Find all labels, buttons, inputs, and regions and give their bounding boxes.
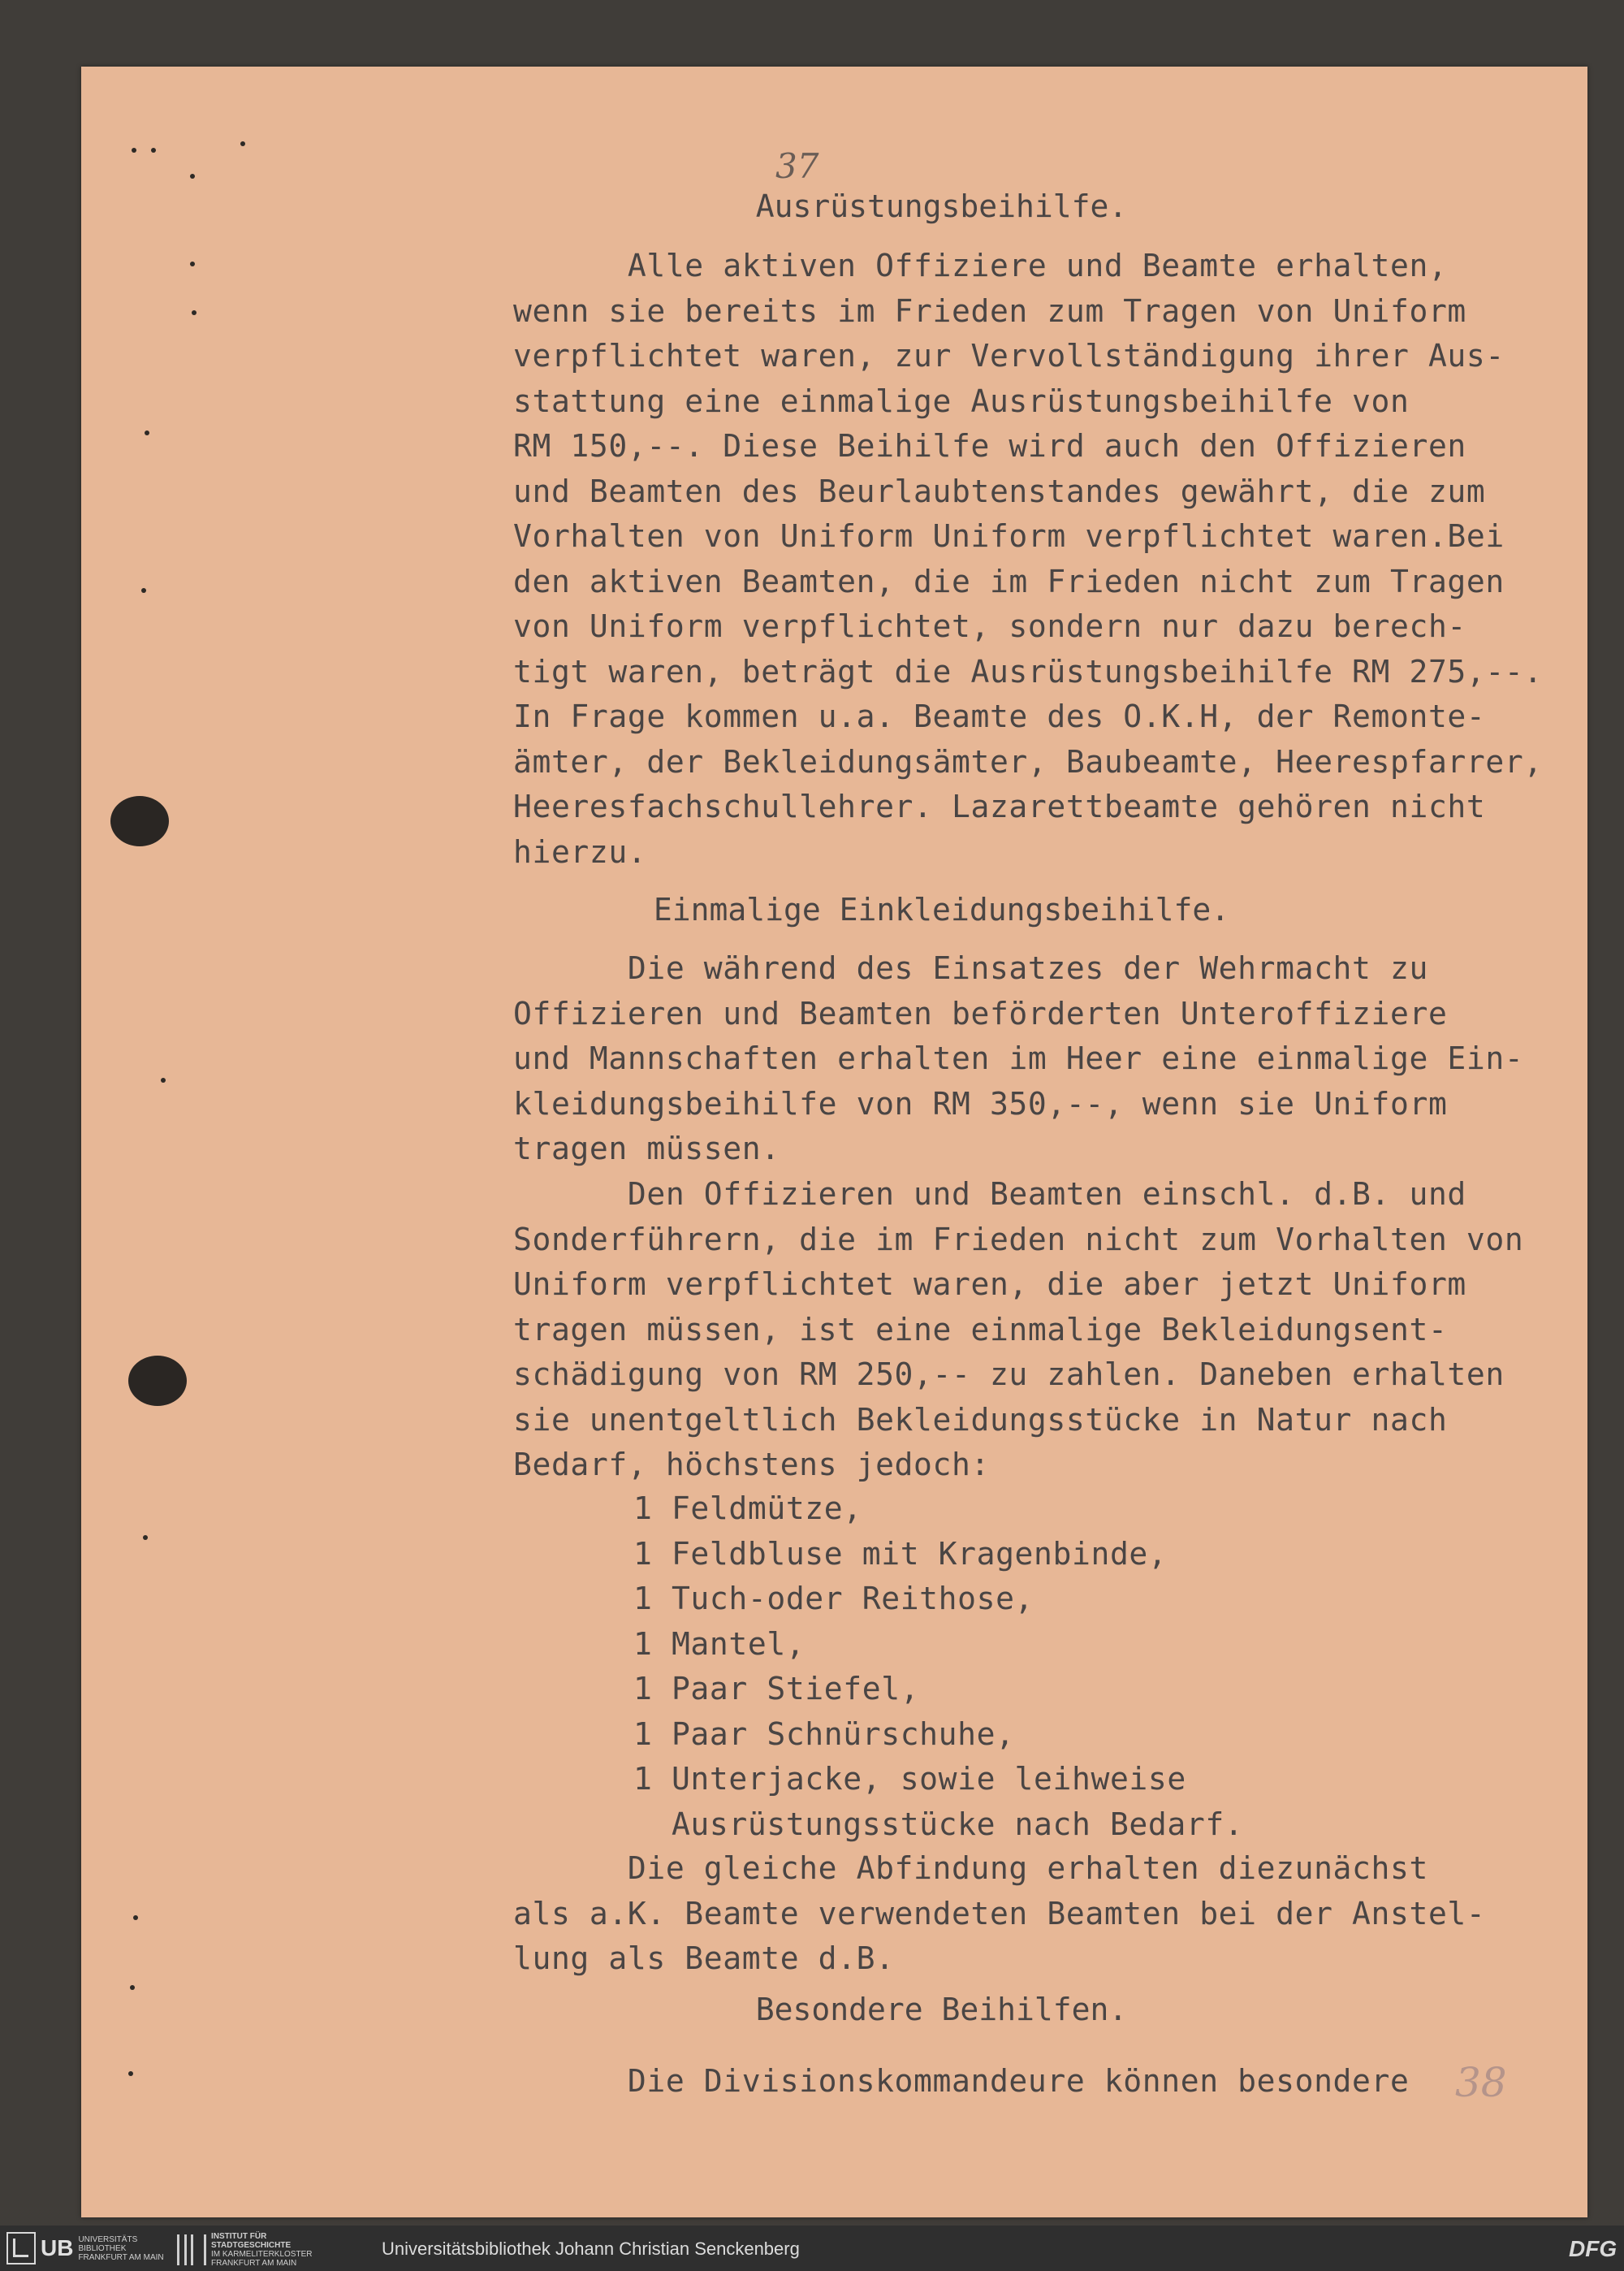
text-line: hierzu. [513, 833, 647, 870]
text-line: den aktiven Beamten, die im Frieden nicht zum Tragen [513, 563, 1505, 599]
speck [240, 141, 245, 146]
speck [132, 148, 136, 153]
ub-logo [6, 2232, 164, 2265]
ub-logo-icon [6, 2232, 36, 2265]
institute-logo-text: INSTITUT FÜR STADTGESCHICHTE IM KARMELITERKLOSTER FRANKFURT AM MAIN [211, 2232, 313, 2268]
list-item: 1 Paar Schnürschuhe, [633, 1715, 1015, 1752]
speck [141, 588, 146, 593]
text-line: und Mannschaften erhalten im Heer eine einmalige Ein- [513, 1040, 1524, 1076]
ub-logo-text: UB [41, 2235, 74, 2260]
text-line: RM 150,--. Diese Beihilfe wird auch den Offizieren [513, 428, 1466, 464]
institute-logo [177, 2232, 312, 2268]
list-item: 1 Unterjacke, sowie leihweise [633, 1761, 1186, 1797]
text-line: In Frage kommen u.a. Beamte des O.K.H, der Remonte- [513, 699, 1486, 734]
section-heading: Einmalige Einkleidungsbeihilfe. [653, 892, 1230, 928]
speck [192, 310, 197, 315]
list-item: 1 Mantel, [633, 1625, 806, 1662]
text-line: Bedarf, höchstens jedoch: [513, 1447, 990, 1482]
section-heading: Ausrüstungsbeihilfe. [755, 188, 1128, 224]
footer-bar [0, 2226, 1624, 2271]
institute-logo-icon [177, 2234, 206, 2265]
text-line: sie unentgeltlich Bekleidungsstücke in Natur nach [513, 1401, 1448, 1438]
text-line: tigt waren, beträgt die Ausrüstungsbeihilfe RM 275,--. [513, 653, 1543, 690]
folio-number: 37 [775, 146, 819, 186]
text-line: ämter, der Bekleidungsämter, Baubeamte, Heerespfarrer, [513, 743, 1543, 780]
speck [133, 1915, 138, 1920]
list-item: Ausrüstungsstücke nach Bedarf. [633, 1806, 1244, 1842]
text-line: schädigung von RM 250,-- zu zahlen. Daneben erhalten [513, 1356, 1505, 1392]
list-item: 1 Tuch-oder Reithose, [633, 1581, 1034, 1616]
text-line: wenn sie bereits im Frieden zum Tragen von Uniform [513, 292, 1466, 329]
list-item: 1 Feldbluse mit Kragenbinde, [633, 1535, 1168, 1572]
speck [143, 1535, 148, 1540]
text-line: Heeresfachschullehrer. Lazarettbeamte gehören nicht [513, 789, 1486, 824]
text-line: Offizieren und Beamten beförderten Unteroffiziere [513, 995, 1448, 1032]
list-item: 1 Paar Stiefel, [633, 1671, 920, 1706]
text-line: Den Offizieren und Beamten einschl. d.B. und [513, 1176, 1466, 1212]
text-line: stattung eine einmalige Ausrüstungsbeihilfe von [513, 383, 1410, 419]
section-heading: Besondere Beihilfen. [755, 1992, 1128, 2027]
dfg-logo: DFG [1569, 2236, 1618, 2261]
text-line: Sonderführern, die im Frieden nicht zum Vorhalten von [513, 1221, 1524, 1257]
punch-hole-bottom [128, 1356, 187, 1406]
text-line: Vorhalten von Uniform Uniform verpflichtet waren.Bei [513, 518, 1505, 554]
speck [151, 148, 156, 153]
text-line: Die Divisionskommandeure können besondere [513, 2063, 1410, 2099]
speck [145, 430, 149, 435]
text-line: kleidungsbeihilfe von RM 350,--, wenn sie Uniform [513, 1085, 1448, 1122]
speck [190, 262, 195, 266]
text-line: verpflichtet waren, zur Vervollständigung ihrer Aus- [513, 338, 1505, 374]
text-line: Die während des Einsatzes der Wehrmacht zu [513, 950, 1428, 986]
list-item: 1 Feldmütze, [633, 1490, 862, 1526]
text-line: tragen müssen, ist eine einmalige Bekleidungsent- [513, 1311, 1448, 1347]
punch-hole-top [110, 796, 169, 846]
library-credit: Universitätsbibliothek Johann Christian Senckenberg [382, 2239, 800, 2259]
text-line: Alle aktiven Offiziere und Beamte erhalten, [513, 248, 1448, 283]
text-line: von Uniform verpflichtet, sondern nur dazu berech- [513, 608, 1466, 644]
speck [130, 1985, 135, 1990]
text-line: und Beamten des Beurlaubtenstandes gewährt, die zum [513, 473, 1486, 509]
text-line: Die gleiche Abfindung erhalten diezunächst [513, 1850, 1428, 1886]
speck [128, 2071, 133, 2076]
page-number: 38 [1455, 2059, 1507, 2106]
text-line: lung als Beamte d.B. [513, 1940, 895, 1976]
text-line: Uniform verpflichtet waren, die aber jetzt Uniform [513, 1266, 1466, 1302]
speck [190, 174, 195, 179]
ub-logo-subtitle: UNIVERSITÄTS BIBLIOTHEK FRANKFURT AM MAIN [78, 2234, 164, 2262]
speck [161, 1078, 166, 1083]
text-line: tragen müssen. [513, 1131, 780, 1166]
text-line: als a.K. Beamte verwendeten Beamten bei der Anstel- [513, 1895, 1486, 1931]
